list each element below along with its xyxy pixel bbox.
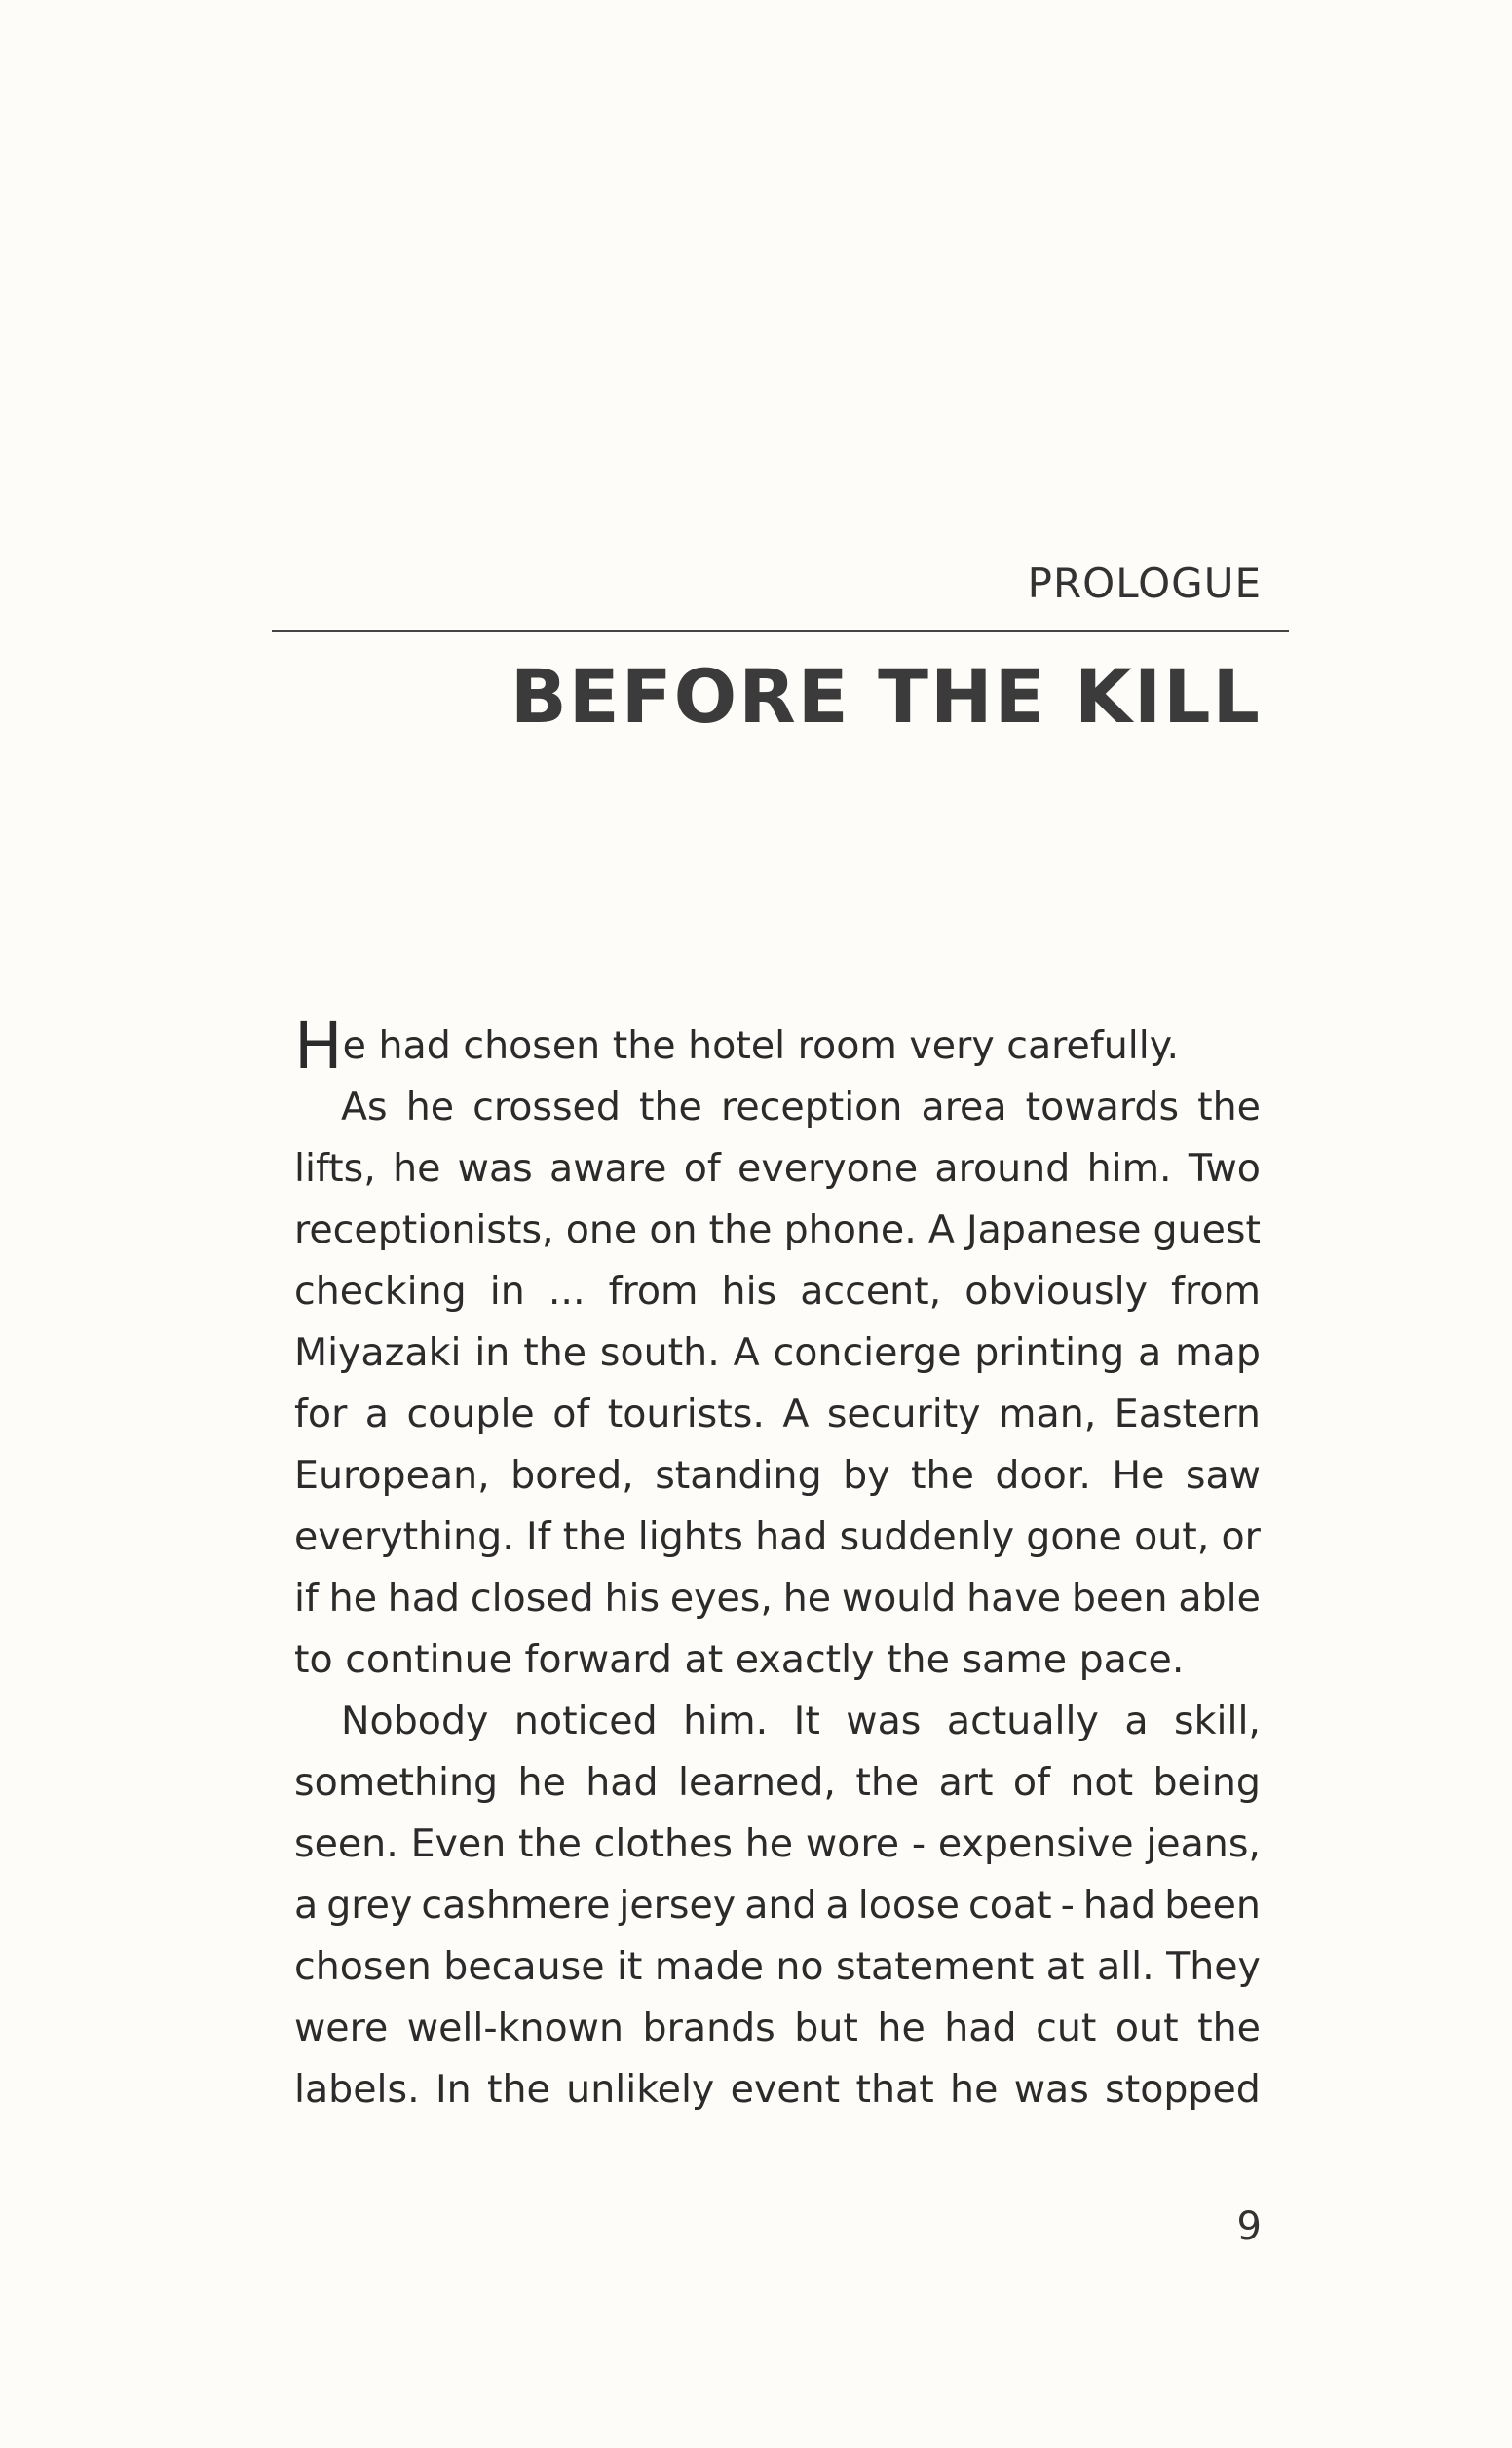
line-text: chosen because it made no statement at all. They: [294, 1944, 1261, 1989]
text-line: [294, 1752, 1261, 1814]
section-label: PROLOGUE: [1027, 559, 1262, 607]
text-line: [294, 1568, 1261, 1629]
text-line: [294, 1814, 1261, 1875]
chapter-title: BEFORE THE KILL: [510, 653, 1262, 740]
line-text: if he had closed his eyes, he would have been able: [294, 1576, 1261, 1621]
line-text: labels. In the unlikely event that he was stopped: [294, 2067, 1261, 2112]
text-line: [294, 1629, 1261, 1691]
line-text: receptionists, one on the phone. A Japanese guest: [294, 1207, 1261, 1252]
text-line: [294, 1009, 1261, 1084]
line-text: something he had learned, the art of not being: [294, 1760, 1261, 1805]
page-number: 9: [1236, 2204, 1262, 2249]
line-text: for a couple of tourists. A security man, Eastern: [294, 1392, 1261, 1436]
line-text: As he crossed the reception area towards the: [341, 1085, 1261, 1129]
line-text: e had chosen the hotel room very carefully.: [342, 1023, 1180, 1068]
drop-cap: H: [294, 1009, 343, 1084]
text-line: [294, 1384, 1261, 1445]
line-text: everything. If the lights had suddenly gone out, or: [294, 1514, 1261, 1559]
line-text: seen. Even the clothes he wore - expensive jeans,: [294, 1821, 1261, 1866]
line-text: Nobody noticed him. It was actually a skill,: [341, 1699, 1261, 1743]
text-line: [294, 1200, 1261, 1261]
text-line: [294, 1445, 1261, 1507]
text-line: [294, 2059, 1261, 2121]
text-line: [294, 1138, 1261, 1200]
line-text: to continue forward at exactly the same pace.: [294, 1637, 1185, 1682]
line-text: Miyazaki in the south. A concierge printing a map: [294, 1330, 1261, 1375]
text-line: [294, 1998, 1261, 2059]
line-text: lifts, he was aware of everyone around him. Two: [294, 1146, 1261, 1191]
line-text: European, bored, standing by the door. He saw: [294, 1453, 1261, 1498]
text-line: [294, 1875, 1261, 1936]
text-line: [294, 1936, 1261, 1998]
line-text: were well-known brands but he had cut out the: [294, 2006, 1261, 2050]
line-text: a grey cashmere jersey and a loose coat - had been: [294, 1883, 1261, 1928]
text-line: [294, 1261, 1261, 1322]
text-line: [294, 1691, 1261, 1752]
text-line: [294, 1507, 1261, 1568]
body-text: [294, 1009, 1261, 2121]
header-rule: [272, 630, 1289, 632]
text-line: [294, 1322, 1261, 1384]
line-text: checking in ... from his accent, obviously from: [294, 1269, 1261, 1314]
text-line: [294, 1077, 1261, 1138]
